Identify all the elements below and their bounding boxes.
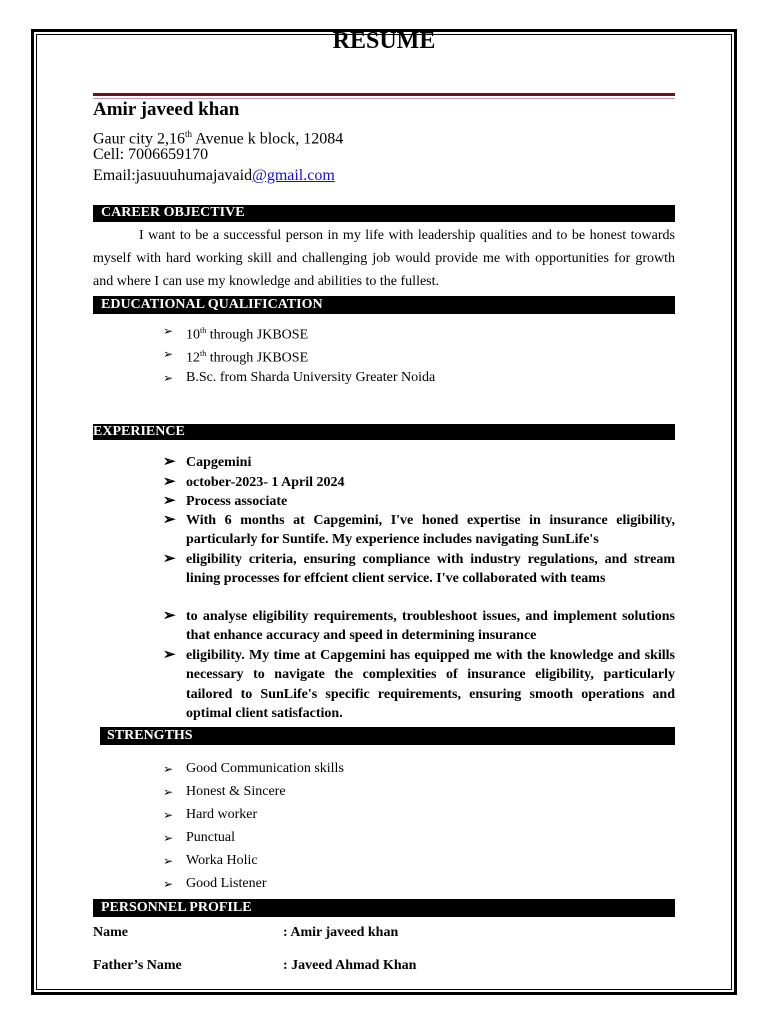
strengths-heading: STRENGTHS: [100, 727, 675, 745]
email-link[interactable]: @gmail.com: [252, 167, 335, 184]
bullet-arrow-icon: ➢: [163, 371, 174, 385]
profile-heading: PERSONNEL PROFILE: [93, 899, 675, 917]
career-objective-heading: CAREER OBJECTIVE: [93, 205, 675, 221]
bullet-arrow-icon: ➢: [163, 808, 174, 822]
address-line: Gaur city 2,16th Avenue k block, 12084: [93, 129, 344, 148]
bullet-arrow-icon: ➢: [163, 785, 174, 799]
bullet-arrow-icon: ➢: [163, 831, 174, 845]
bullet-arrow-icon: ➢: [163, 762, 174, 776]
career-objective-text: I want to be a successful person in my life with leadership qualities and to be honest towards myself with hard working skill and challenging job would provide me with opportunities for growth and where I can use my knowledge and abilities to the fullest.: [93, 228, 675, 289]
profile-father-label: Father’s Name: [93, 958, 182, 973]
bullet-arrow-icon: ➢: [163, 551, 176, 567]
bullet-arrow-icon: ➢: [163, 854, 174, 868]
profile-father-value: : Javeed Ahmad Khan: [283, 958, 417, 973]
cell-line: Cell: 7006659170: [93, 146, 209, 163]
bullet-arrow-icon: ➢: [163, 324, 174, 338]
heading-underline: [93, 221, 675, 222]
bullet-arrow-icon: ➢: [163, 647, 176, 663]
education-heading: EDUCATIONAL QUALIFICATION: [93, 296, 675, 314]
bullet-arrow-icon: ➢: [163, 608, 176, 624]
bullet-arrow-icon: ➢: [163, 493, 176, 509]
bullet-arrow-icon: ➢: [163, 512, 176, 528]
profile-name-label: Name: [93, 925, 128, 940]
bullet-arrow-icon: ➢: [163, 877, 174, 891]
email-line: Email:jasuuuhumajavaid@gmail.com: [93, 167, 335, 184]
resume-title: RESUME: [332, 28, 436, 54]
experience-heading: EXPERIENCE: [93, 424, 675, 440]
bullet-arrow-icon: ➢: [163, 454, 176, 470]
candidate-name: Amir javeed khan: [93, 99, 240, 120]
profile-name-value: : Amir javeed khan: [283, 925, 399, 940]
header-rule: [93, 93, 675, 96]
bullet-arrow-icon: ➢: [163, 347, 174, 361]
bullet-arrow-icon: ➢: [163, 474, 176, 490]
